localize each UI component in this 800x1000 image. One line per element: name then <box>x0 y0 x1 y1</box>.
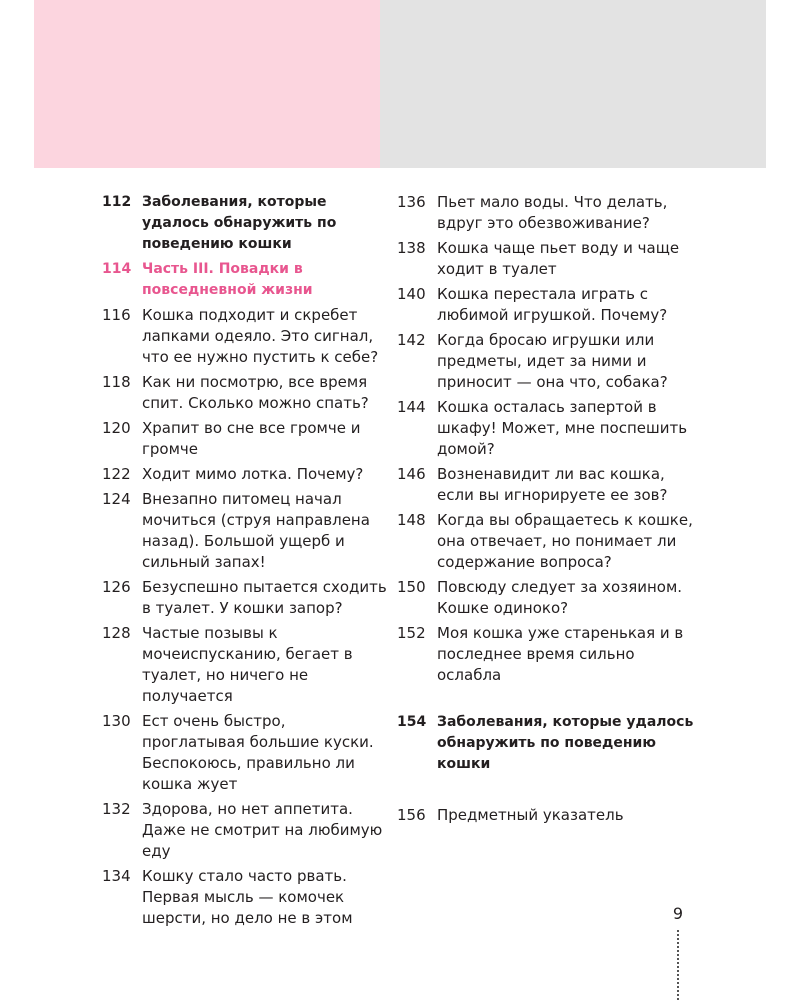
toc-entry[interactable] <box>397 330 697 393</box>
toc-title: Ходит мимо лотка. Почему? <box>142 465 364 483</box>
toc-entry[interactable] <box>397 284 697 326</box>
toc-entry[interactable] <box>397 464 697 506</box>
toc-title: Моя кошка уже старенькая и в последнее время сильно ослабла <box>437 624 684 684</box>
toc-entry[interactable] <box>397 712 697 775</box>
toc-page-number: 148 <box>397 511 426 529</box>
toc-entry[interactable] <box>102 711 392 795</box>
toc-entry-part-heading[interactable] <box>102 259 392 301</box>
toc-entry[interactable] <box>102 305 392 368</box>
toc-title: Как ни посмотрю, все время спит. Сколько можно спать? <box>142 373 369 412</box>
toc-page-number: 134 <box>102 867 131 885</box>
toc-entry[interactable] <box>102 489 392 573</box>
page-number: 9 <box>672 904 684 923</box>
toc-page-number: 140 <box>397 285 426 303</box>
header-band-gray <box>380 0 766 168</box>
toc-left-column <box>102 192 392 933</box>
toc-right-column <box>397 192 697 830</box>
toc-title: Возненавидит ли вас кошка, если вы игнорируете ее зов? <box>437 465 668 504</box>
toc-entry[interactable] <box>397 192 697 234</box>
toc-title: Кошка перестала играть с любимой игрушкой. Почему? <box>437 285 668 324</box>
toc-page-number: 126 <box>102 578 131 596</box>
toc-page-number: 156 <box>397 806 426 824</box>
toc-page-number: 132 <box>102 800 131 818</box>
toc-page-number: 138 <box>397 239 426 257</box>
toc-title: Ест очень быстро, проглатывая большие куски. Беспокоюсь, правильно ли кошка жует <box>142 712 374 793</box>
toc-title: Внезапно питомец начал мочиться (струя направлена назад). Большой ущерб и сильный запах! <box>142 490 370 571</box>
toc-page-number: 114 <box>102 261 132 277</box>
toc-title: Заболевания, которые удалось обнаружить по поведению кошки <box>437 714 694 772</box>
toc-title: Кошку стало часто рвать. Первая мысль — комочек шерсти, но дело не в этом <box>142 867 353 927</box>
toc-entry[interactable] <box>397 577 697 619</box>
toc-title: Пьет мало воды. Что делать, вдруг это обезвоживание? <box>437 193 668 232</box>
toc-title: Безуспешно пытается сходить в туалет. У кошки запор? <box>142 578 387 617</box>
toc-page-number: 130 <box>102 712 131 730</box>
toc-page-number: 152 <box>397 624 426 642</box>
toc-entry[interactable] <box>102 464 392 485</box>
toc-entry[interactable] <box>397 397 697 460</box>
toc-title: Часть III. Повадки в повседневной жизни <box>142 261 313 298</box>
toc-page-number: 118 <box>102 373 131 391</box>
toc-title: Частые позывы к мочеиспусканию, бегает в туалет, но ничего не получается <box>142 624 353 705</box>
toc-title: Кошка чаще пьет воду и чаще ходит в туалет <box>437 239 680 278</box>
toc-entry[interactable] <box>397 623 697 686</box>
toc-entry[interactable] <box>102 418 392 460</box>
toc-page-number: 136 <box>397 193 426 211</box>
header-band-pink <box>34 0 380 168</box>
toc-entry[interactable] <box>102 372 392 414</box>
toc-entry[interactable] <box>102 192 392 255</box>
toc-entry-index[interactable] <box>397 805 697 826</box>
toc-title: Кошка осталась запертой в шкафу! Может, мне поспешить домой? <box>437 398 688 458</box>
toc-title: Здорова, но нет аппетита. Даже не смотрит на любимую еду <box>142 800 383 860</box>
toc-title: Повсюду следует за хозяином. Кошке одиноко? <box>437 578 683 617</box>
toc-page-number: 112 <box>102 194 132 210</box>
toc-title: Когда бросаю игрушки или предметы, идет за ними и приносит — она что, собака? <box>437 331 668 391</box>
toc-page-number: 124 <box>102 490 131 508</box>
toc-title: Предметный указатель <box>437 806 624 824</box>
toc-entry[interactable] <box>397 238 697 280</box>
toc-entry[interactable] <box>102 866 392 929</box>
dotted-divider <box>677 930 679 1000</box>
toc-entry[interactable] <box>397 510 697 573</box>
toc-page-number: 116 <box>102 306 131 324</box>
toc-page-number: 150 <box>397 578 426 596</box>
toc-page-number: 144 <box>397 398 426 416</box>
toc-entry[interactable] <box>102 577 392 619</box>
toc-title: Когда вы обращаетесь к кошке, она отвечает, но понимает ли содержание вопроса? <box>437 511 693 571</box>
toc-title: Заболевания, которые удалось обнаружить по поведению кошки <box>142 194 337 252</box>
toc-entry[interactable] <box>102 799 392 862</box>
toc-page-number: 146 <box>397 465 426 483</box>
toc-title: Храпит во сне все громче и громче <box>142 419 361 458</box>
toc-page-number: 142 <box>397 331 426 349</box>
toc-page-number: 120 <box>102 419 131 437</box>
toc-page-number: 154 <box>397 714 427 730</box>
toc-entry[interactable] <box>102 623 392 707</box>
toc-title: Кошка подходит и скребет лапками одеяло. Это сигнал, что ее нужно пустить к себе? <box>142 306 379 366</box>
toc-page-number: 128 <box>102 624 131 642</box>
toc-page-number: 122 <box>102 465 131 483</box>
